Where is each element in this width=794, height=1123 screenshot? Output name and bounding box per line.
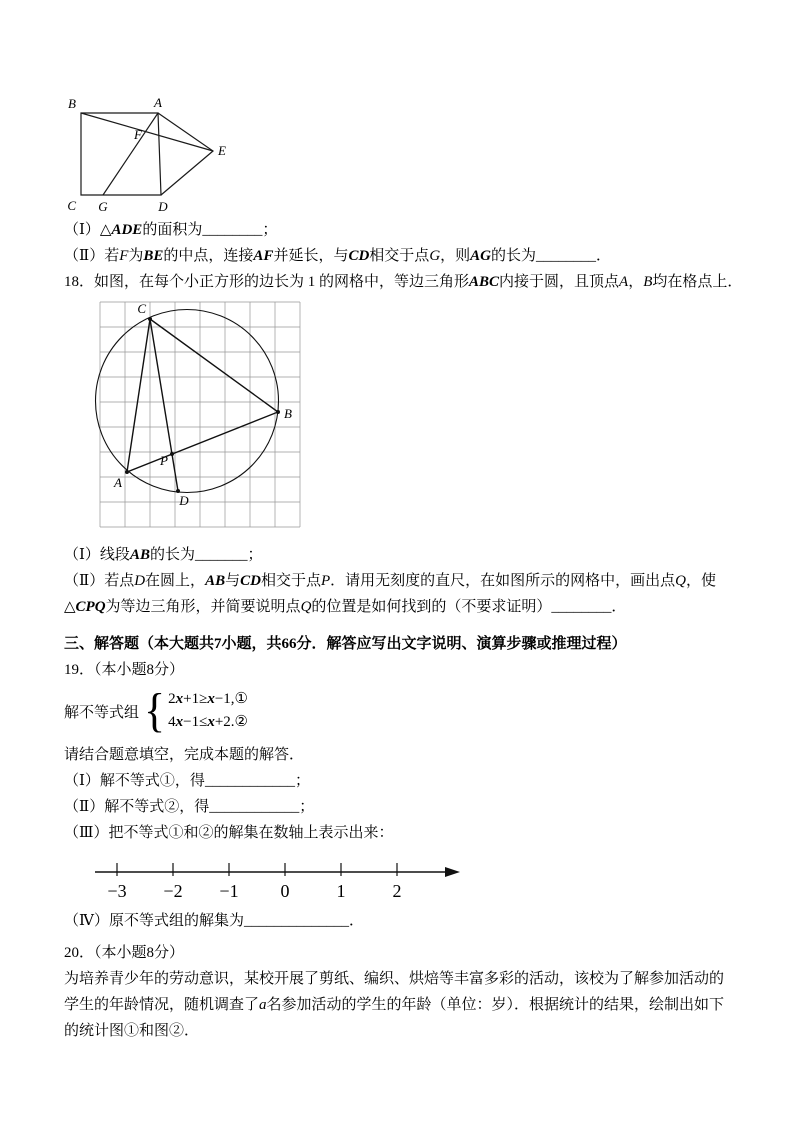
text-run: 在圆上， <box>145 573 206 589</box>
tick-label: −2 <box>163 881 183 901</box>
math-text: AB <box>205 573 226 589</box>
q17-part2 <box>64 243 738 269</box>
q18-figure <box>90 297 315 540</box>
text-run: 相交于点 <box>369 248 430 264</box>
text-run: 为等边三角形，并简要说明点 <box>105 599 301 615</box>
math-text: CD <box>240 573 261 589</box>
text-run: 内接于圆，且顶点 <box>499 274 620 290</box>
text-run: ____________ <box>209 799 300 815</box>
math-text: D <box>134 573 146 589</box>
text-run: ， <box>628 274 644 290</box>
text-run: _______ <box>194 547 248 563</box>
q19-part1 <box>64 768 738 794</box>
section-heading: 三、解答题（本大题共7小题，共66分．解答应写出文字说明、演算步骤或推理过程） <box>64 636 627 652</box>
q18-part2-line1 <box>64 568 738 594</box>
tick-label: −3 <box>107 881 127 901</box>
text-run: 与 <box>225 573 241 589</box>
math-text: x <box>175 714 184 730</box>
text-run: ； <box>262 222 278 238</box>
point-label-D: D <box>179 493 189 508</box>
text-run: ； <box>247 547 263 563</box>
math-text: AB <box>129 547 150 563</box>
circumcircle <box>96 310 279 493</box>
text-run: +1≥ <box>183 691 208 707</box>
text-run: 的长为 <box>149 547 195 563</box>
text-run: （Ⅲ）把不等式①和②的解集在数轴上表示出来： <box>64 825 394 841</box>
text-run: ________ <box>202 222 263 238</box>
text-run: （Ⅳ）原不等式组的解集为 <box>64 913 244 929</box>
text-run: +2.② <box>214 714 249 730</box>
math-text: x <box>207 691 215 707</box>
text-run: 相交于点 <box>260 573 321 589</box>
text-run: （Ⅰ）线段 <box>64 547 130 563</box>
text-run: ． <box>596 248 612 264</box>
q19-part3 <box>64 820 738 846</box>
point-label-P: P <box>160 453 168 468</box>
point-label-C: C <box>137 301 146 316</box>
text-run: ．请用无刻度的直尺，在如图所示的网格中，画出点 <box>330 573 676 589</box>
math-text: P <box>320 573 331 589</box>
text-run: ______________ <box>244 913 349 929</box>
tick-labels <box>107 881 401 901</box>
text-run: （Ⅱ）若点 <box>64 573 135 589</box>
q19-fill-intro: 请结合题意填空，完成本题的解答． <box>64 747 305 763</box>
math-text: CPQ <box>75 599 106 615</box>
text-run: 的位置是如何找到的（不要求证明） <box>311 599 552 615</box>
math-text: a <box>259 997 267 1013</box>
math-text: AF <box>253 248 274 264</box>
point-label-A: A <box>114 475 122 490</box>
math-text: AG <box>470 248 492 264</box>
q19-part2 <box>64 794 738 820</box>
text-run: △ <box>64 599 76 615</box>
math-text: ABC <box>469 274 500 290</box>
q18-stem <box>64 269 743 295</box>
q17-figure <box>58 93 293 217</box>
math-text: CD <box>348 248 370 264</box>
q20-body <box>64 966 738 1044</box>
point-label-B: B <box>68 96 76 111</box>
text-run: 为培养青少年的劳动意识，某校开展了剪纸、编织、烘焙等丰富多彩的活动，该校为了解参加活动的学生的年龄情况，随机调查了 <box>64 971 725 1013</box>
text-run: （Ⅰ）△ <box>64 222 112 238</box>
text-run: ； <box>294 773 310 789</box>
point-label-C: C <box>67 198 76 213</box>
text-run: ，使 <box>685 573 716 589</box>
tick-label: 1 <box>336 881 346 901</box>
text-run: 的长为 <box>491 248 537 264</box>
text-run: 2 <box>168 691 176 707</box>
text-run: 的中点，连接 <box>163 248 254 264</box>
q19-part4 <box>64 908 738 934</box>
tick-label: 0 <box>280 881 290 901</box>
math-text: BE <box>143 248 164 264</box>
q17-part1 <box>64 217 738 243</box>
text-run: 名参加活动的学生的年龄（单位：岁）．根据统计的结果，绘制出如下的统计图①和图②． <box>64 997 725 1039</box>
q20-header: 20．（本小题8分） <box>64 945 185 961</box>
q19-eq2 <box>168 711 248 734</box>
text-run: （Ⅰ）解不等式①，得 <box>64 773 205 789</box>
arrowhead-icon <box>445 867 460 877</box>
math-text: ADE <box>111 222 143 238</box>
math-text: x <box>207 714 215 730</box>
text-run: 4 <box>168 714 176 730</box>
text-run: ________ <box>536 248 597 264</box>
math-text: Q <box>300 599 312 615</box>
math-text: A <box>619 274 629 290</box>
text-run: ，则 <box>440 248 471 264</box>
math-text: x <box>175 691 184 707</box>
q19-header: 19．（本小题8分） <box>64 662 185 678</box>
text-run: ________ <box>551 599 612 615</box>
text-run: 并延长，与 <box>273 248 349 264</box>
text-run: 18．如图，在每个小正方形的边长为 1 的网格中，等边三角形 <box>64 274 470 290</box>
math-text: Q <box>675 573 686 589</box>
q19-number-line <box>87 850 477 904</box>
text-run: 的面积为 <box>142 222 203 238</box>
q17-figure-lines <box>81 113 213 195</box>
text-run: −1,① <box>214 691 249 707</box>
text-run: 均在格点上． <box>652 274 743 290</box>
text-run: ． <box>611 599 627 615</box>
text-run: ____________ <box>204 773 295 789</box>
text-run: −1≤ <box>183 714 208 730</box>
triangle-and-chord <box>127 319 278 491</box>
math-text: F <box>119 248 129 264</box>
text-run: （Ⅱ）解不等式②，得 <box>64 799 210 815</box>
point-dots <box>125 317 280 493</box>
tick-label: −1 <box>219 881 239 901</box>
q19-eq1 <box>168 688 248 711</box>
math-text: B <box>643 274 653 290</box>
tick-label: 2 <box>392 881 402 901</box>
point-label-B: B <box>284 406 292 421</box>
q18-part2-line2 <box>64 594 738 620</box>
text-run: ； <box>299 799 315 815</box>
math-text: G <box>429 248 441 264</box>
q19-inequality-system <box>64 684 738 737</box>
text-run: 为 <box>128 248 144 264</box>
brace-glyph: { <box>144 684 166 737</box>
q19-equations <box>168 688 248 734</box>
point-label-D: D <box>158 199 168 214</box>
point-label-E: E <box>218 143 226 158</box>
text-run: （Ⅱ）若 <box>64 248 120 264</box>
q18-part1 <box>64 542 738 568</box>
tick-marks <box>117 863 397 876</box>
point-label-A: A <box>154 95 162 110</box>
text-run: ． <box>349 913 365 929</box>
q19-system-label: 解不等式组 <box>64 704 140 721</box>
point-label-F: F <box>134 127 142 142</box>
point-label-G: G <box>98 199 108 214</box>
